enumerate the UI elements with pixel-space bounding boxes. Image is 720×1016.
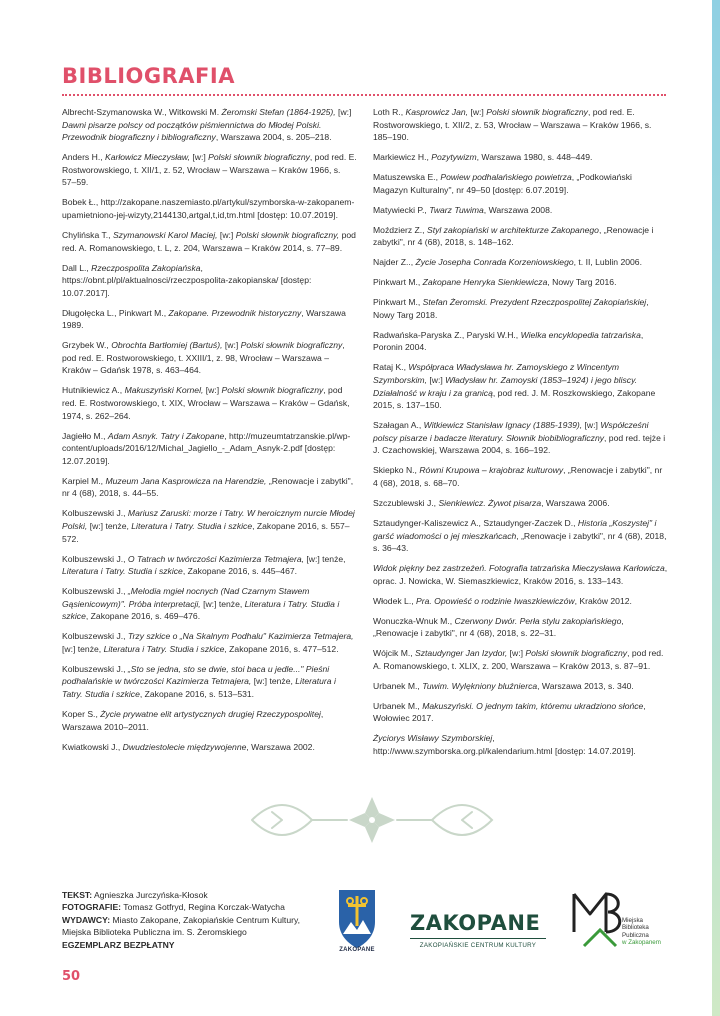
entry-title-italic: Styl zakopiański w architekturze Zakopanego	[426, 224, 599, 235]
bibliography-entry	[373, 204, 668, 217]
entry-text: , Warszawa 1989.	[62, 307, 346, 331]
entry-text: , Warszawa 2010–2011.	[62, 709, 324, 732]
entry-text: Matuszewska E.,	[373, 172, 441, 183]
credit-line	[62, 901, 300, 913]
entry-text: Wójcik M.,	[373, 648, 416, 659]
entry-title-italic: Powiew podhalańskiego powietrza	[440, 172, 572, 183]
bibliography-entry	[373, 595, 668, 608]
entry-title-italic: Muzeum Jana Kasprowicza na Harendzie,	[105, 475, 267, 486]
bibliography-entry	[373, 329, 668, 354]
credit-line	[62, 939, 300, 951]
bibliography-entry	[373, 256, 668, 269]
bibliography-column-left	[62, 106, 357, 761]
entry-title-italic: Makuszyński. O jednym takim, któremu ukradziono słońce	[422, 700, 644, 711]
bibliography-entry	[373, 732, 668, 757]
entry-title-italic: Pozytywizm	[431, 152, 477, 163]
entry-text: [w:]	[335, 107, 352, 117]
entry-text: „Renowacje i zabytki", nr 4 (68), 2018, s. 44–55.	[62, 475, 354, 499]
entry-text: Koper S.,	[62, 709, 101, 720]
entry-title-italic: Szymanowski Karol Maciej,	[112, 229, 218, 240]
entry-text: [w:] tenże,	[251, 676, 296, 687]
entry-title-italic: Trzy szkice o „Na Skalnym Podhalu" Kazimierza Tetmajera,	[127, 631, 354, 642]
bibliography-entry	[62, 741, 357, 754]
credit-line	[62, 914, 300, 926]
entry-title-italic: Literatura i Tatry. Studia i szkice	[62, 566, 183, 577]
entry-text: , Poronin 2004.	[373, 329, 644, 353]
entry-title-italic: Zakopane Henryka Sienkiewicza	[422, 277, 548, 288]
entry-text: , pod red. E. Rostworowskiego, t. XXIII/1, z. 98, Wrocław – Warszawa – Kraków – Gdańsk 1978, s. 463–464.	[62, 340, 345, 376]
library-name-line: Biblioteka	[622, 924, 649, 932]
entry-title-italic: Życie Josepha Conrada Korzeniowskiego	[415, 257, 574, 268]
entry-title-italic: Mariusz Zaruski: morze i Tatry. W heroicznym nurcie Młodej Polski,	[62, 508, 355, 531]
entry-title-italic: Zakopane. Przewodnik historyczny	[168, 307, 302, 318]
entry-text: [w:] tenże,	[87, 520, 132, 531]
entry-title-italic: Współpraca Władysława hr. Zamoyskiego z Wincentym Szymborskim,	[373, 362, 620, 386]
entry-text: , „Renowacje i zabytki", nr 4 (68), 2018, s. 36–43.	[373, 530, 667, 554]
entry-text: [w:]	[190, 152, 209, 163]
entry-text: [w:] tenże,	[62, 643, 104, 654]
entry-text: Moździerz Z.,	[373, 224, 427, 235]
entry-text: Sztaudynger-Kaliszewicz A., Sztaudynger-Zaczek D.,	[373, 517, 578, 528]
entry-title-italic: Równi Krupowa – krajobraz kulturowy	[419, 465, 564, 476]
credit-label: TEKST:	[62, 890, 93, 900]
credit-label: FOTOGRAFIE:	[62, 902, 122, 913]
bibliography-entry	[62, 106, 357, 144]
entry-text: Albrecht-Szymanowska W., Witkowski M.	[62, 107, 222, 117]
entry-text: Kolbuszewski J.,	[62, 586, 128, 597]
library-name-line: Miejska	[622, 917, 643, 924]
bibliography-entry	[62, 229, 357, 254]
bibliography-entry	[62, 553, 357, 578]
title-dotted-rule	[62, 94, 666, 96]
entry-title-italic: Karłowicz Mieczysław,	[105, 152, 191, 163]
entry-text: [w:]	[507, 648, 526, 659]
entry-title-italic: Polski słownik biograficzny	[208, 152, 310, 163]
entry-title-italic: Stefan Żeromski. Prezydent Rzeczpospolitej Zakopiańskiej	[422, 297, 647, 308]
entry-text: Szałagan A.,	[373, 420, 424, 431]
entry-text: Wonuczka-Wnuk M.,	[373, 615, 455, 626]
entry-text: [w:]	[217, 229, 236, 240]
bibliography-entry	[62, 262, 357, 300]
entry-title-italic: Żeromski Stefan (1864-1925),	[221, 107, 336, 117]
entry-text: Loth R.,	[373, 107, 406, 117]
bibliography-entry	[373, 647, 668, 672]
zakopane-culture-centre-logo: ZAKOPANE	[410, 911, 541, 935]
entry-text: Kolbuszewski J.,	[62, 553, 128, 564]
entry-text: Hutnikiewicz A.,	[62, 385, 125, 396]
entry-text: , Warszawa 2008.	[483, 204, 553, 215]
folk-ornament-divider	[222, 795, 522, 845]
entry-text: Chylińska T.,	[62, 229, 113, 240]
entry-text: , Zakopane 2016, s. 477–512.	[224, 643, 339, 654]
entry-text: [w:]	[582, 420, 601, 431]
entry-title-italic: Widok piękny bez zastrzeżeń. Fotografia tatrzańska Mieczysława Karłowicza	[373, 563, 665, 574]
entry-title-italic: Literatura i Tatry. Studia i szkice	[62, 598, 340, 622]
bibliography-entry	[62, 475, 357, 500]
entry-text: , http://muzeumtatrzanskie.pl/wp-content/uploads/2016/12/Michal_Jagiello_-_Adam_Asnyk-2.pdf [dostęp: 12.07.2019].	[62, 430, 351, 466]
library-name-line: Publiczna	[622, 931, 649, 939]
entry-title-italic: Wielka encyklopedia tatrzańska	[520, 329, 641, 340]
entry-title-italic: Obrochta Bartłomiej (Bartuś),	[111, 340, 223, 351]
entry-title-italic: Dawni pisarze polscy od początków piśmiennictwa do Młodej Polski. Przewodnik biograficzny i bibliograficzny	[62, 119, 322, 143]
entry-title-italic: Literatura i Tatry. Studia i szkice	[62, 676, 336, 700]
entry-text: , Zakopane 2016, s. 469–476.	[85, 611, 201, 622]
entry-text: [w:] tenże,	[200, 598, 245, 609]
bibliography-entry	[62, 384, 357, 422]
bibliography-entry	[62, 151, 357, 189]
entry-text: [w:]	[426, 375, 446, 386]
entry-text: Najder Z..,	[373, 257, 416, 268]
entry-text: , https://obnt.pl/pl/aktualnosci/rzeczpospolita-zakopianska/ [dostęp: 10.07.2017].	[62, 262, 312, 298]
credit-value: Miejska Biblioteka Publiczna im. S. Żeromskiego	[62, 927, 247, 938]
page-title: BIBLIOGRAFIA	[62, 64, 235, 88]
bibliography-entry	[62, 585, 357, 623]
entry-title-italic: Makuszyński Kornel,	[124, 385, 204, 396]
entry-text: , Warszawa 1980, s. 448–449.	[476, 152, 593, 163]
bibliography-entry	[373, 276, 668, 289]
bibliography-entry	[373, 562, 668, 587]
entry-title-italic: Polski słownik biograficzny,	[235, 229, 340, 240]
bibliography-entry	[373, 615, 668, 640]
entry-text: , Warszawa 2002.	[246, 741, 315, 752]
entry-title-italic: Polski słownik biograficzny	[221, 385, 324, 396]
entry-title-italic: „Sto se jedna, sto se dwie, stoi baca u jedle..." Pieśni podhalańskie w twórczości Kazimierza Tetmajera,	[62, 663, 330, 687]
entry-title-italic: Sienkiewicz. Żywot pisarza	[438, 497, 542, 508]
entry-title-italic: Współcześni polscy pisarze i badacze literatury. Słownik biobibliograficzny	[373, 420, 649, 443]
bibliography-entry	[373, 361, 668, 411]
bibliography-entry	[62, 339, 357, 377]
entry-title-italic: Polski słownik biograficzny	[525, 648, 628, 659]
entry-text: Dall L.,	[62, 262, 92, 273]
library-name-location: w Zakopanem	[622, 939, 661, 947]
entry-title-italic: Życiorys Wisławy Szymborskiej	[373, 733, 493, 744]
library-name	[622, 917, 661, 947]
entry-text: Szczublewski J.,	[373, 497, 439, 508]
entry-title-italic: Czerwony Dwór. Perła stylu zakopiańskiego	[454, 615, 622, 626]
entry-text: , pod red. E. Rostworowskiego, t. XII/2, z. 53, Wrocław – Warszawa – Kraków 1966, s. 185–190.	[373, 107, 652, 143]
credit-line	[62, 889, 300, 901]
credit-value: Miasto Zakopane, Zakopiańskie Centrum Kultury,	[110, 914, 301, 925]
entry-text: , pod red. E. Rostworowskiego, t. XIX, Wrocław – Warszawa – Kraków – Gdańsk, 1974, s. 262–264.	[62, 385, 350, 421]
entry-text: Długołęcka L., Pinkwart M.,	[62, 307, 169, 318]
entry-title-italic: Pra. Opowieść o rodzinie Iwaszkiewiczów	[416, 595, 575, 606]
page-number: 50	[62, 969, 81, 984]
entry-title-italic: Rzeczpospolita Zakopiańska	[91, 262, 201, 273]
entry-text: , Warszawa 2004, s. 205–218.	[215, 132, 332, 143]
credit-label: EGZEMPLARZ BEZPŁATNY	[62, 939, 175, 950]
entry-text: , pod red. J. M. Roszkowskiego, Zakopane 2015, s. 137–150.	[373, 387, 656, 411]
bibliography-entry	[373, 517, 668, 555]
bibliography-entry	[373, 151, 668, 164]
entry-title-italic: Twarz Tuwima	[429, 204, 484, 215]
entry-text: , Zakopane 2016, s. 513–531.	[139, 689, 255, 700]
credit-value: Tomasz Gotfryd, Regina Korczak-Watycha	[121, 902, 285, 913]
entry-text: , „Renowacje i zabytki", nr 4 (68), 2018, s. 68–70.	[373, 465, 663, 488]
bibliography-entry	[373, 700, 668, 725]
zakopane-culture-centre-subtitle: ZAKOPIAŃSKIE CENTRUM KULTURY	[410, 938, 546, 949]
entry-text: [w:]	[468, 107, 487, 117]
bibliography-entry	[62, 630, 357, 655]
entry-text: Urbanek M.,	[373, 700, 423, 711]
entry-text: Grzybek W.,	[62, 340, 112, 351]
entry-text: Włodek L.,	[373, 595, 416, 606]
edge-color-strip	[712, 0, 720, 1016]
entry-title-italic: Witkiewicz Stanisław Ignacy (1885-1939),	[423, 420, 583, 431]
entry-text: , Zakopane 2016, s. 557–572.	[62, 520, 350, 544]
entry-text: Matywiecki P.,	[373, 204, 430, 215]
entry-title-italic: O Tatrach w twórczości Kazimierza Tetmajera,	[127, 553, 304, 564]
entry-text: Karpiel M.,	[62, 475, 106, 486]
entry-text: , Zakopane 2016, s. 445–467.	[182, 566, 298, 577]
entry-text: , oprac. J. Nowicka, W. Siemaszkiewicz, Kraków 2016, s. 133–143.	[373, 563, 668, 586]
bibliography-entry	[373, 296, 668, 321]
entry-text: Pinkwart M.,	[373, 297, 423, 308]
entry-text: Markiewicz H.,	[373, 152, 432, 163]
bibliography-entry	[62, 307, 357, 332]
entry-title-italic: Literatura i Tatry. Studia i szkice	[131, 520, 253, 531]
bibliography-entry	[373, 497, 668, 510]
entry-title-italic: Tuwim. Wylękniony bluźnierca	[422, 680, 538, 691]
entry-title-italic: Historia „Koszystej" i garść wiadomości o jej mieszkańcach	[373, 517, 657, 541]
entry-title-italic: Władysław hr. Zamoyski (1853–1924) i jego bliscy. Działalność w kraju i za granicą	[373, 375, 638, 398]
entry-text: , pod red. tejże i J. Czachowskiej, Warszawa 2004, s. 166–192.	[373, 432, 666, 456]
entry-title-italic: Polski słownik biograficzny	[486, 107, 588, 117]
entry-text: , „Renowacje i zabytki", nr 4 (68), 2018, s. 22–31.	[373, 615, 624, 639]
publication-credits	[62, 889, 300, 951]
bibliography-column-right	[373, 106, 668, 765]
entry-text: , t. II, Lublin 2006.	[573, 257, 642, 268]
entry-title-italic: Dwudziestolecie międzywojenne	[122, 741, 247, 752]
entry-text: Kwiatkowski J.,	[62, 741, 123, 752]
entry-title-italic: Adam Asnyk. Tatry i Zakopane	[107, 430, 225, 441]
entry-text: Skiepko N.,	[373, 465, 420, 476]
entry-text: , Nowy Targ 2018.	[373, 297, 649, 320]
credit-value: Agnieszka Jurczyńska-Kłosok	[92, 890, 208, 900]
credit-line	[62, 926, 300, 938]
crest-caption: ZAKOPANE	[339, 947, 375, 953]
entry-text: Kolbuszewski J.,	[62, 663, 128, 674]
entry-text: Jagiełło M.,	[62, 430, 108, 441]
entry-text: Radwańska-Paryska Z., Paryski W.H.,	[373, 329, 521, 340]
entry-text: , „Renowacje i zabytki", nr 4 (68), 2018, s. 148–162.	[373, 224, 654, 248]
bibliography-entry	[62, 196, 357, 221]
entry-text: , „Podkowiański Magazyn Kulturalny", nr 49–50 [dostęp: 6.07.2019].	[373, 172, 632, 195]
entry-text: [w:]	[222, 340, 241, 351]
entry-text: Urbanek M.,	[373, 680, 423, 691]
bibliography-entry	[373, 419, 668, 457]
entry-text: Kolbuszewski J.,	[62, 631, 128, 642]
entry-text: Pinkwart M.,	[373, 277, 423, 288]
credit-label: WYDAWCY:	[62, 914, 111, 925]
bibliography-entry	[373, 224, 668, 249]
entry-text: Kolbuszewski J.,	[62, 508, 128, 519]
bibliography-entry	[373, 464, 668, 489]
bibliography-entry	[373, 171, 668, 196]
entry-text: [w:] tenże,	[304, 553, 346, 564]
entry-text: [w:]	[203, 385, 222, 396]
entry-text: , pod red. A. Romanowskiego, t. XLIX, z. 200, Warszawa – Kraków 2013, s. 87–91.	[373, 648, 664, 671]
bibliography-entry	[62, 663, 357, 701]
entry-text: , Warszawa 2013, s. 340.	[537, 680, 634, 691]
entry-text: , Kraków 2012.	[574, 595, 632, 606]
bibliography-entry	[62, 708, 357, 733]
entry-title-italic: Sztaudynger Jan Izydor,	[415, 648, 508, 659]
entry-text: Rataj K.,	[373, 362, 409, 373]
entry-text: Bobek Ł., http://zakopane.naszemiasto.pl/artykul/szymborska-w-zakopanem-upamietniono-jej-wizyty,2144130,artgal,t,id,tm.html [dostęp: 10.07.2019].	[62, 197, 355, 220]
zakopane-crest-logo	[335, 888, 379, 954]
entry-text: , pod red. E. Rostworowskiego, t. XII/1, z. 52, Wrocław – Warszawa – Kraków 1966, s. 57–59.	[62, 152, 357, 188]
entry-title-italic: Polski słownik biograficzny	[240, 340, 343, 351]
entry-title-italic: „Melodia mgieł nocnych (Nad Czarnym Stawem Gąsienicowym)". Próba interpretacji,	[62, 586, 310, 609]
bibliography-entry	[373, 106, 668, 144]
bibliography-entry	[62, 507, 357, 545]
entry-text: , Warszawa 2006.	[541, 497, 610, 508]
entry-text: Anders H.,	[62, 152, 105, 163]
entry-title-italic: Kasprowicz Jan,	[405, 107, 469, 117]
entry-text: , Wołowiec 2017.	[373, 700, 646, 724]
entry-title-italic: Literatura i Tatry. Studia i szkice	[103, 643, 225, 654]
bibliography-entry	[373, 680, 668, 693]
entry-text: , http://www.szymborska.org.pl/kalendarium.html [dostęp: 14.07.2019].	[373, 733, 636, 756]
entry-text: pod red. A. Romanowskiego, t. L, z. 204, Warszawa – Kraków 2014, s. 77–89.	[62, 229, 356, 253]
bibliography-entry	[62, 430, 357, 468]
entry-title-italic: Życie prywatne elit artystycznych drugiej Rzeczypospolitej	[100, 709, 321, 720]
entry-text: , Nowy Targ 2016.	[547, 277, 617, 288]
